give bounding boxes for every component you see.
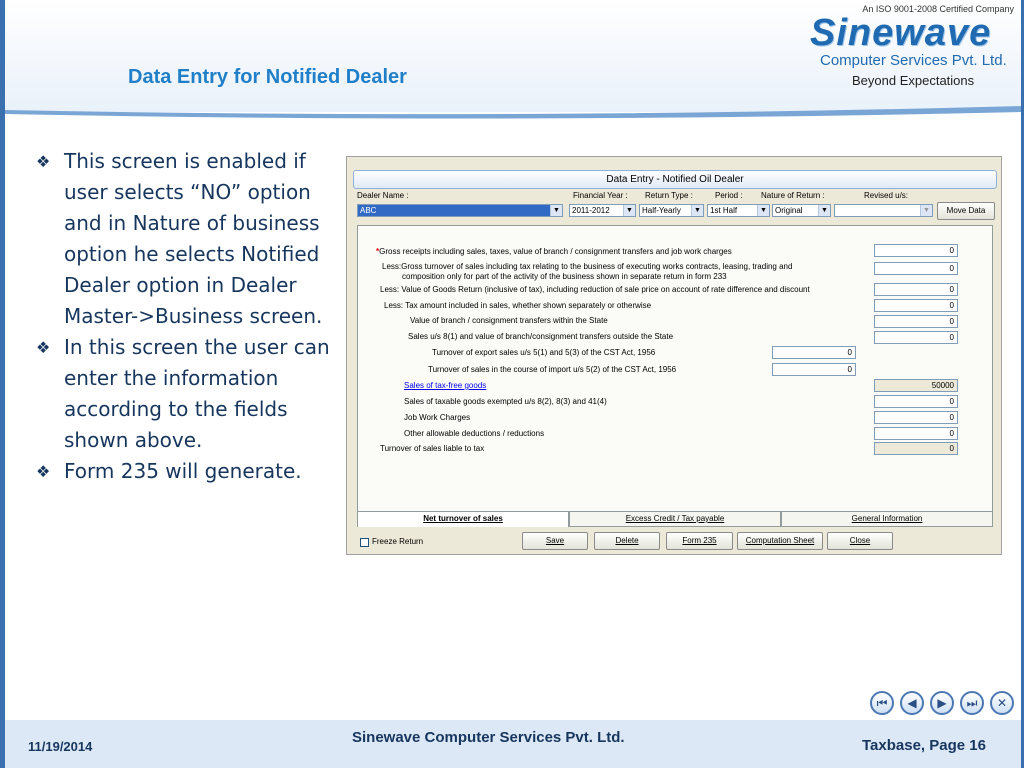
row-label-9: Sales of taxable goods exempted u/s 8(2), 8(3) and 41(4) <box>404 397 607 406</box>
row-label-1: Less:Gross turnover of sales including tax relating to the business of executing works contracts, leasing, trading and <box>382 262 793 271</box>
save-button[interactable]: Save <box>522 532 588 550</box>
diamond-bullet-icon: ❖ <box>36 338 51 357</box>
financial-year-value: 2011-2012 <box>572 206 610 215</box>
value-input-taxable-exempted[interactable]: 0 <box>874 395 958 408</box>
return-type-label: Return Type : <box>645 191 693 200</box>
row-label-2: Less: Value of Goods Return (inclusive of tax), including reduction of sale price on account of rate difference and discount <box>380 285 810 294</box>
row-label-1b: composition only for part of the activity of the business shown in separate return in form 233 <box>402 272 727 281</box>
value-input-branch-within[interactable]: 0 <box>874 315 958 328</box>
header-swoosh <box>5 104 1021 120</box>
value-input-other-deductions[interactable]: 0 <box>874 427 958 440</box>
diamond-bullet-icon: ❖ <box>36 152 51 171</box>
row-label-4: Value of branch / consignment transfers within the State <box>410 316 608 325</box>
value-input-tax-amount[interactable]: 0 <box>874 299 958 312</box>
row-text: Gross receipts including sales, taxes, value of branch / consignment transfers and job work charges <box>379 247 732 256</box>
dealer-name-label: Dealer Name : <box>357 191 409 200</box>
freeze-return-label: Freeze Return <box>372 537 424 546</box>
bullet-item <box>36 332 341 456</box>
value-input-works-contracts[interactable]: 0 <box>874 262 958 275</box>
return-type-value: Half-Yearly <box>642 206 681 215</box>
bullet-text: Form 235 will generate. <box>64 459 302 483</box>
dealer-name-select[interactable] <box>357 204 563 217</box>
period-select[interactable] <box>707 204 770 217</box>
revised-us-label: Revised u/s: <box>864 191 909 200</box>
bullet-text: This screen is enabled if user selects “NO” option and in Nature of business option he selects Notified Dealer option in Dealer Master->Business screen. <box>64 149 323 328</box>
value-input-import-sales[interactable]: 0 <box>772 363 856 376</box>
value-input-goods-return[interactable]: 0 <box>874 283 958 296</box>
chevron-down-icon[interactable]: ▼ <box>818 205 830 216</box>
tax-free-goods-link[interactable]: Sales of tax-free goods <box>404 381 487 390</box>
logo-iso-text: An ISO 9001-2008 Certified Company <box>862 4 1014 14</box>
chevron-down-icon[interactable]: ▼ <box>757 205 769 216</box>
company-logo <box>798 0 1020 100</box>
logo-brand: Sinewave <box>810 12 992 54</box>
form-235-button[interactable]: Form 235 <box>666 532 733 550</box>
value-tax-free-goods: 50000 <box>874 379 958 392</box>
financial-year-label: Financial Year : <box>573 191 628 200</box>
revised-us-select[interactable] <box>834 204 933 217</box>
footer-company: Sinewave Computer Services Pvt. Ltd. <box>352 729 625 746</box>
nature-of-return-select[interactable] <box>772 204 831 217</box>
bullet-item <box>36 456 341 487</box>
value-input-job-work[interactable]: 0 <box>874 411 958 424</box>
row-label-10: Job Work Charges <box>404 413 471 422</box>
chevron-down-icon[interactable]: ▼ <box>623 205 635 216</box>
bullet-text: In this screen the user can enter the information according to the fields shown above. <box>64 335 330 452</box>
chevron-down-icon[interactable]: ▼ <box>920 205 932 216</box>
close-button[interactable]: Close <box>827 532 893 550</box>
last-icon[interactable]: ⏭ <box>960 691 984 715</box>
row-label-0 <box>376 247 732 256</box>
bullet-item <box>36 146 341 332</box>
logo-tagline: Beyond Expectations <box>852 73 975 88</box>
return-type-select[interactable] <box>639 204 704 217</box>
period-value: 1st Half <box>710 206 738 215</box>
diamond-bullet-icon: ❖ <box>36 462 51 481</box>
move-data-button[interactable]: Move Data <box>937 202 995 220</box>
row-label-7: Turnover of sales in the course of import u/s 5(2) of the CST Act, 1956 <box>428 365 677 374</box>
window-title: Data Entry - Notified Oil Dealer <box>353 170 997 189</box>
close-icon[interactable]: ✕ <box>990 691 1014 715</box>
chevron-down-icon[interactable]: ▼ <box>550 205 562 216</box>
next-icon[interactable]: ▶ <box>930 691 954 715</box>
logo-company: Computer Services Pvt. Ltd. <box>820 52 1007 69</box>
slide-title: Data Entry for Notified Dealer <box>128 66 407 88</box>
tab-excess-credit[interactable]: Excess Credit / Tax payable <box>569 511 781 527</box>
previous-icon[interactable]: ◀ <box>900 691 924 715</box>
app-window <box>346 156 1002 555</box>
value-input-gross-receipts[interactable]: 0 <box>874 244 958 257</box>
delete-button[interactable]: Delete <box>594 532 660 550</box>
nature-of-return-label: Nature of Return : <box>761 191 825 200</box>
row-label-11: Other allowable deductions / reductions <box>404 429 545 438</box>
net-turnover-panel <box>357 225 993 517</box>
tab-net-turnover[interactable]: Net turnover of sales <box>357 511 569 527</box>
footer-date: 11/19/2014 <box>28 739 93 754</box>
required-star: * <box>376 247 380 256</box>
row-label-3: Less: Tax amount included in sales, whether shown separately or otherwise <box>384 301 652 310</box>
value-input-sales-8-1[interactable]: 0 <box>874 331 958 344</box>
chevron-down-icon[interactable]: ▼ <box>691 205 703 216</box>
row-label-5: Sales u/s 8(1) and value of branch/consignment transfers outside the State <box>408 332 674 341</box>
nature-of-return-value: Original <box>775 206 803 215</box>
value-input-export-sales[interactable]: 0 <box>772 346 856 359</box>
tab-general-information[interactable]: General Information <box>781 511 993 527</box>
bullet-list <box>36 146 341 487</box>
financial-year-select[interactable] <box>569 204 636 217</box>
dealer-name-value: ABC <box>360 206 377 215</box>
computation-sheet-button[interactable]: Computation Sheet <box>737 532 823 550</box>
period-label: Period : <box>715 191 743 200</box>
footer-page: Taxbase, Page 16 <box>862 737 986 754</box>
freeze-return-checkbox[interactable] <box>360 538 369 547</box>
first-icon[interactable]: ⏮ <box>870 691 894 715</box>
value-turnover-liable: 0 <box>874 442 958 455</box>
row-label-12: Turnover of sales liable to tax <box>380 444 485 453</box>
row-label-6: Turnover of export sales u/s 5(1) and 5(3) of the CST Act, 1956 <box>432 348 656 357</box>
